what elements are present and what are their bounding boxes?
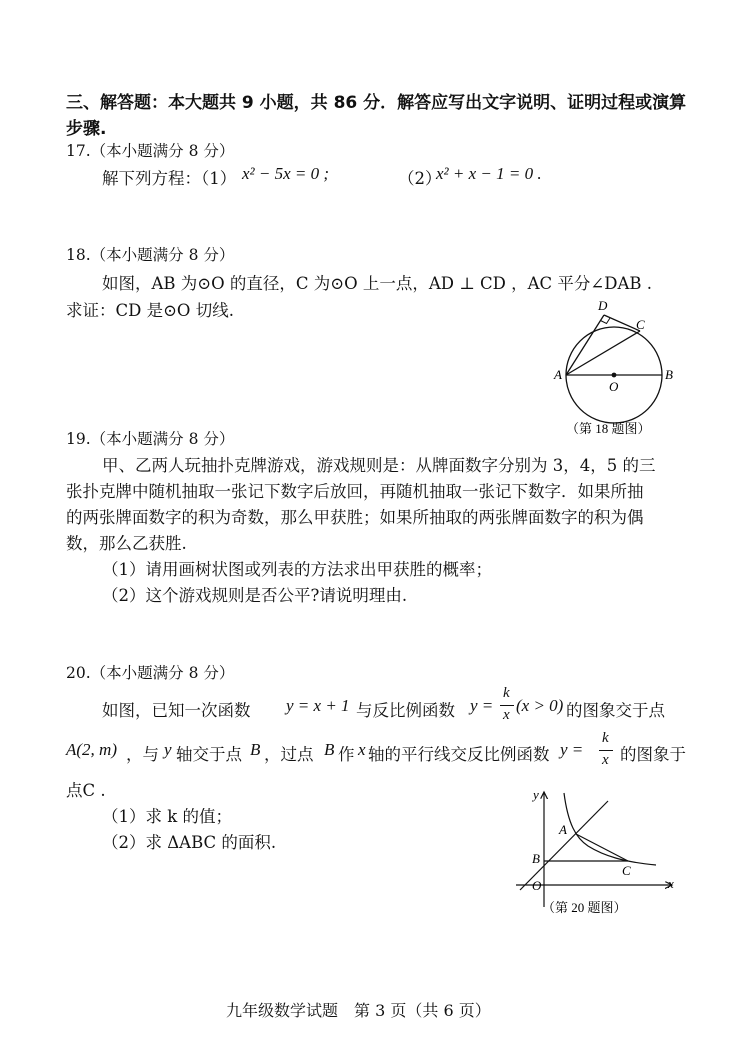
frac2-denominator: x	[602, 752, 609, 768]
q18-line-2: 求证：CD 是⊙O 切线.	[66, 301, 234, 320]
q17-part-2: （2）	[398, 169, 442, 188]
q19-sub-1: （1）请用画树状图或列表的方法求出甲获胜的概率；	[102, 560, 492, 579]
q20-sub-1: （1）求 k 的值；	[102, 807, 232, 826]
segment-dc	[604, 315, 640, 331]
frac-bar	[500, 705, 514, 706]
q20-figure	[506, 782, 686, 922]
q20-l1-b: y = x + 1	[286, 696, 350, 715]
q17-equation-2: x² + x − 1 = 0 .	[436, 164, 542, 183]
label-c: C	[636, 317, 645, 332]
frac-numerator: k	[503, 685, 510, 701]
section-heading-cont: 步骤.	[66, 119, 107, 139]
label-o: O	[609, 379, 619, 394]
q20-l3: 点C .	[66, 781, 106, 800]
q20-l1-e: (x > 0)	[516, 696, 564, 715]
label-a: A	[554, 367, 562, 382]
q19-line-4: 数，那么乙获胜.	[66, 534, 187, 553]
label-x: x	[668, 876, 674, 891]
q20-l2-k: y =	[560, 740, 584, 759]
label-d: D	[598, 298, 608, 313]
q20-l2-j: 轴的平行线交反比例函数	[368, 745, 550, 764]
segment-ad	[566, 315, 604, 375]
q20-l2-g: B	[324, 740, 335, 759]
q20-l1-d: y =	[470, 696, 494, 715]
q20-l1-c: 与反比例函数	[356, 701, 455, 720]
label-a: A	[559, 822, 567, 837]
q19-line-1: 甲、乙两人玩抽扑克牌游戏，游戏规则是：从牌面数字分别为 3，4，5 的三	[102, 456, 656, 475]
q20-l2-i: x	[358, 740, 366, 759]
q17-header: 17.（本小题满分 8 分）	[66, 142, 235, 160]
q19-sub-2: （2）这个游戏规则是否公平?请说明理由.	[102, 586, 408, 605]
q18-figure	[548, 295, 688, 445]
q20-l2-h: 作	[338, 745, 355, 764]
label-b: B	[665, 367, 673, 382]
q20-l1-a: 如图，已知一次函数	[102, 701, 251, 720]
section-heading: 三、解答题：本大题共 9 小题，共 86 分．解答应写出文字说明、证明过程或演算	[66, 93, 687, 113]
q20-l2-e: B	[250, 740, 261, 759]
q20-l2-b: ，与	[126, 745, 159, 764]
q20-header: 20.（本小题满分 8 分）	[66, 664, 235, 682]
q17-text: 解下列方程：（1）	[102, 169, 237, 188]
hyperbola-curve	[564, 793, 656, 865]
label-y: y	[533, 787, 539, 802]
q17-equation-1: x² − 5x = 0 ;	[242, 164, 330, 183]
q20-l1-f: 的图象交于点	[566, 701, 665, 720]
q20-caption: （第 20 题图）	[542, 900, 627, 915]
q18-line-1: 如图，AB 为⊙O 的直径，C 为⊙O 上一点，AD ⊥ CD ，AC 平分∠DAB .	[102, 274, 652, 293]
frac-denominator: x	[503, 707, 510, 723]
label-c: C	[622, 863, 631, 878]
q19-line-3: 的两张牌面数字的积为奇数，那么甲获胜；如果所抽取的两张牌面数字的积为偶	[66, 508, 644, 527]
q19-line-2: 张扑克牌中随机抽取一张记下数字后放回，再随机抽取一张记下数字．如果所抽	[66, 482, 644, 501]
line-y-x-plus-1	[520, 801, 608, 890]
q20-l2-d: 轴交于点	[176, 745, 242, 764]
frac2-numerator: k	[602, 730, 609, 746]
q18-header: 18.（本小题满分 8 分）	[66, 246, 235, 264]
q19-header: 19.（本小题满分 8 分）	[66, 430, 235, 448]
q20-l2-c: y	[164, 740, 172, 759]
page-footer: 九年级数学试题 第 3 页（共 6 页）	[226, 1001, 491, 1020]
label-b: B	[532, 851, 540, 866]
q18-caption: （第 18 题图）	[566, 421, 651, 436]
q20-sub-2: （2）求 ΔABC 的面积.	[102, 833, 277, 852]
q20-l2-l: 的图象于	[620, 745, 686, 764]
label-o: O	[532, 878, 542, 893]
segment-ac	[576, 834, 628, 861]
segment-ac	[566, 331, 640, 375]
center-dot	[612, 373, 617, 378]
q20-l2-f: ，过点	[264, 745, 314, 764]
frac2-bar	[599, 750, 613, 751]
q20-l2-a: A(2, m)	[66, 740, 117, 759]
